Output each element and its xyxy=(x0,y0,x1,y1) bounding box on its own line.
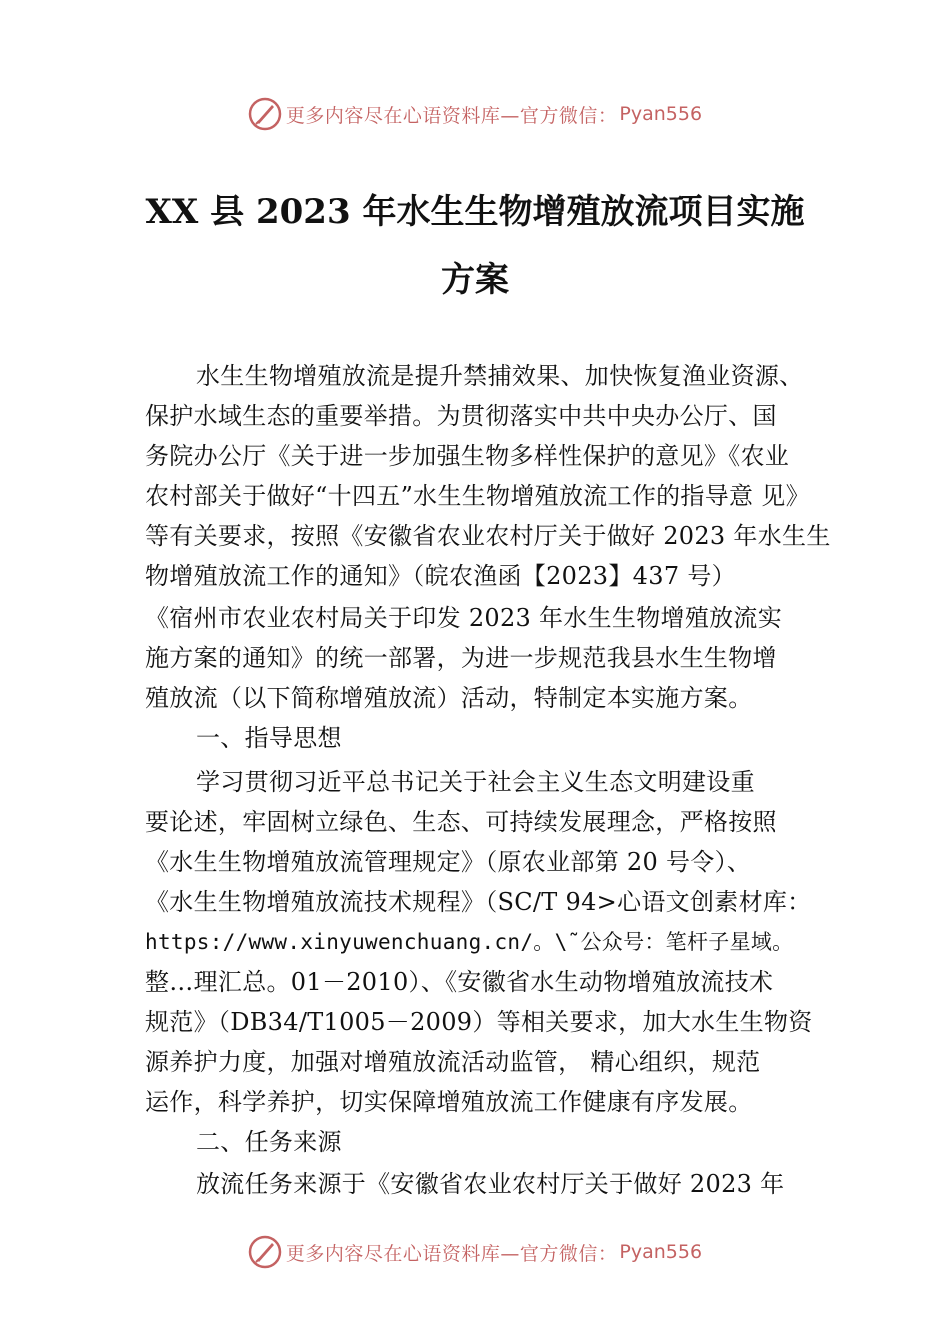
watermark-text: 更多内容尽在心语资料库—官方微信： xyxy=(285,104,618,127)
paragraph-line: 殖放流（以下简称增殖放流）活动，特制定本实施方案。 xyxy=(145,684,753,712)
paragraph-line: 要论述，牢固树立绿色、生态、可持续发展理念，严格按照 xyxy=(145,808,777,836)
paragraph-line: 放流任务来源于《安徽省农业农村厅关于做好 2023 年 xyxy=(196,1170,785,1198)
paragraph-line: 施方案的通知》的统一部署，为进一步规范我县水生生物增 xyxy=(145,644,777,672)
header-watermark xyxy=(0,92,950,136)
paragraph-line: 《水生生物增殖放流管理规定》（原农业部第 20 号令）、 xyxy=(145,848,752,876)
paragraph-line: 物增殖放流工作的通知》（皖农渔函【2023】437 号） xyxy=(145,562,736,590)
quill-logo-icon xyxy=(248,97,282,131)
section-heading: 一、指导思想 xyxy=(196,724,342,752)
paragraph-line: 等有关要求，按照《安徽省农业农村厅关于做好 2023 年水生生 xyxy=(145,522,831,550)
watermark-text: 更多内容尽在心语资料库—官方微信： xyxy=(285,1242,618,1265)
wechat-id: Pyan556 xyxy=(619,1241,703,1263)
paragraph-line: 整…理汇总。01－2010）、《安徽省水生动物增殖放流技术 xyxy=(145,968,774,996)
wechat-id: Pyan556 xyxy=(619,103,703,125)
paragraph-line: 学习贯彻习近平总书记关于社会主义生态文明建设重 xyxy=(196,768,755,796)
document-title-line-2: 方案 xyxy=(441,260,509,300)
paragraph-line: 水生生物增殖放流是提升禁捕效果、加快恢复渔业资源、 xyxy=(196,362,804,390)
paragraph-line: 源养护力度，加强对增殖放流活动监管， 精心组织，规范 xyxy=(145,1048,761,1076)
paragraph-line: 运作，科学养护，切实保障增殖放流工作健康有序发展。 xyxy=(145,1088,753,1116)
paragraph-line: 务院办公厅《关于进一步加强生物多样性保护的意见》《农业 xyxy=(145,442,790,470)
quill-logo-icon xyxy=(248,1235,282,1269)
footer-watermark xyxy=(0,1230,950,1274)
paragraph-line-url: https://www.xinyuwenchuang.cn/。\˜公众号：笔杆子星域。 xyxy=(145,930,794,954)
paragraph-line: 农村部关于做好“十四五”水生生物增殖放流工作的指导意 见》 xyxy=(145,482,810,510)
document-title-line-1: XX 县 2023 年水生生物增殖放流项目实施 xyxy=(145,192,805,232)
paragraph-line: 《水生生物增殖放流技术规程》（SC/T 94>心语文创素材库： xyxy=(145,888,812,916)
paragraph-line: 保护水域生态的重要举措。为贯彻落实中共中央办公厅、国 xyxy=(145,402,777,430)
paragraph-line: 规范》（DB34/T1005－2009）等相关要求，加大水生生物资 xyxy=(145,1008,813,1036)
paragraph-line: 《宿州市农业农村局关于印发 2023 年水生生物增殖放流实 xyxy=(145,604,783,632)
section-heading: 二、任务来源 xyxy=(196,1128,342,1156)
